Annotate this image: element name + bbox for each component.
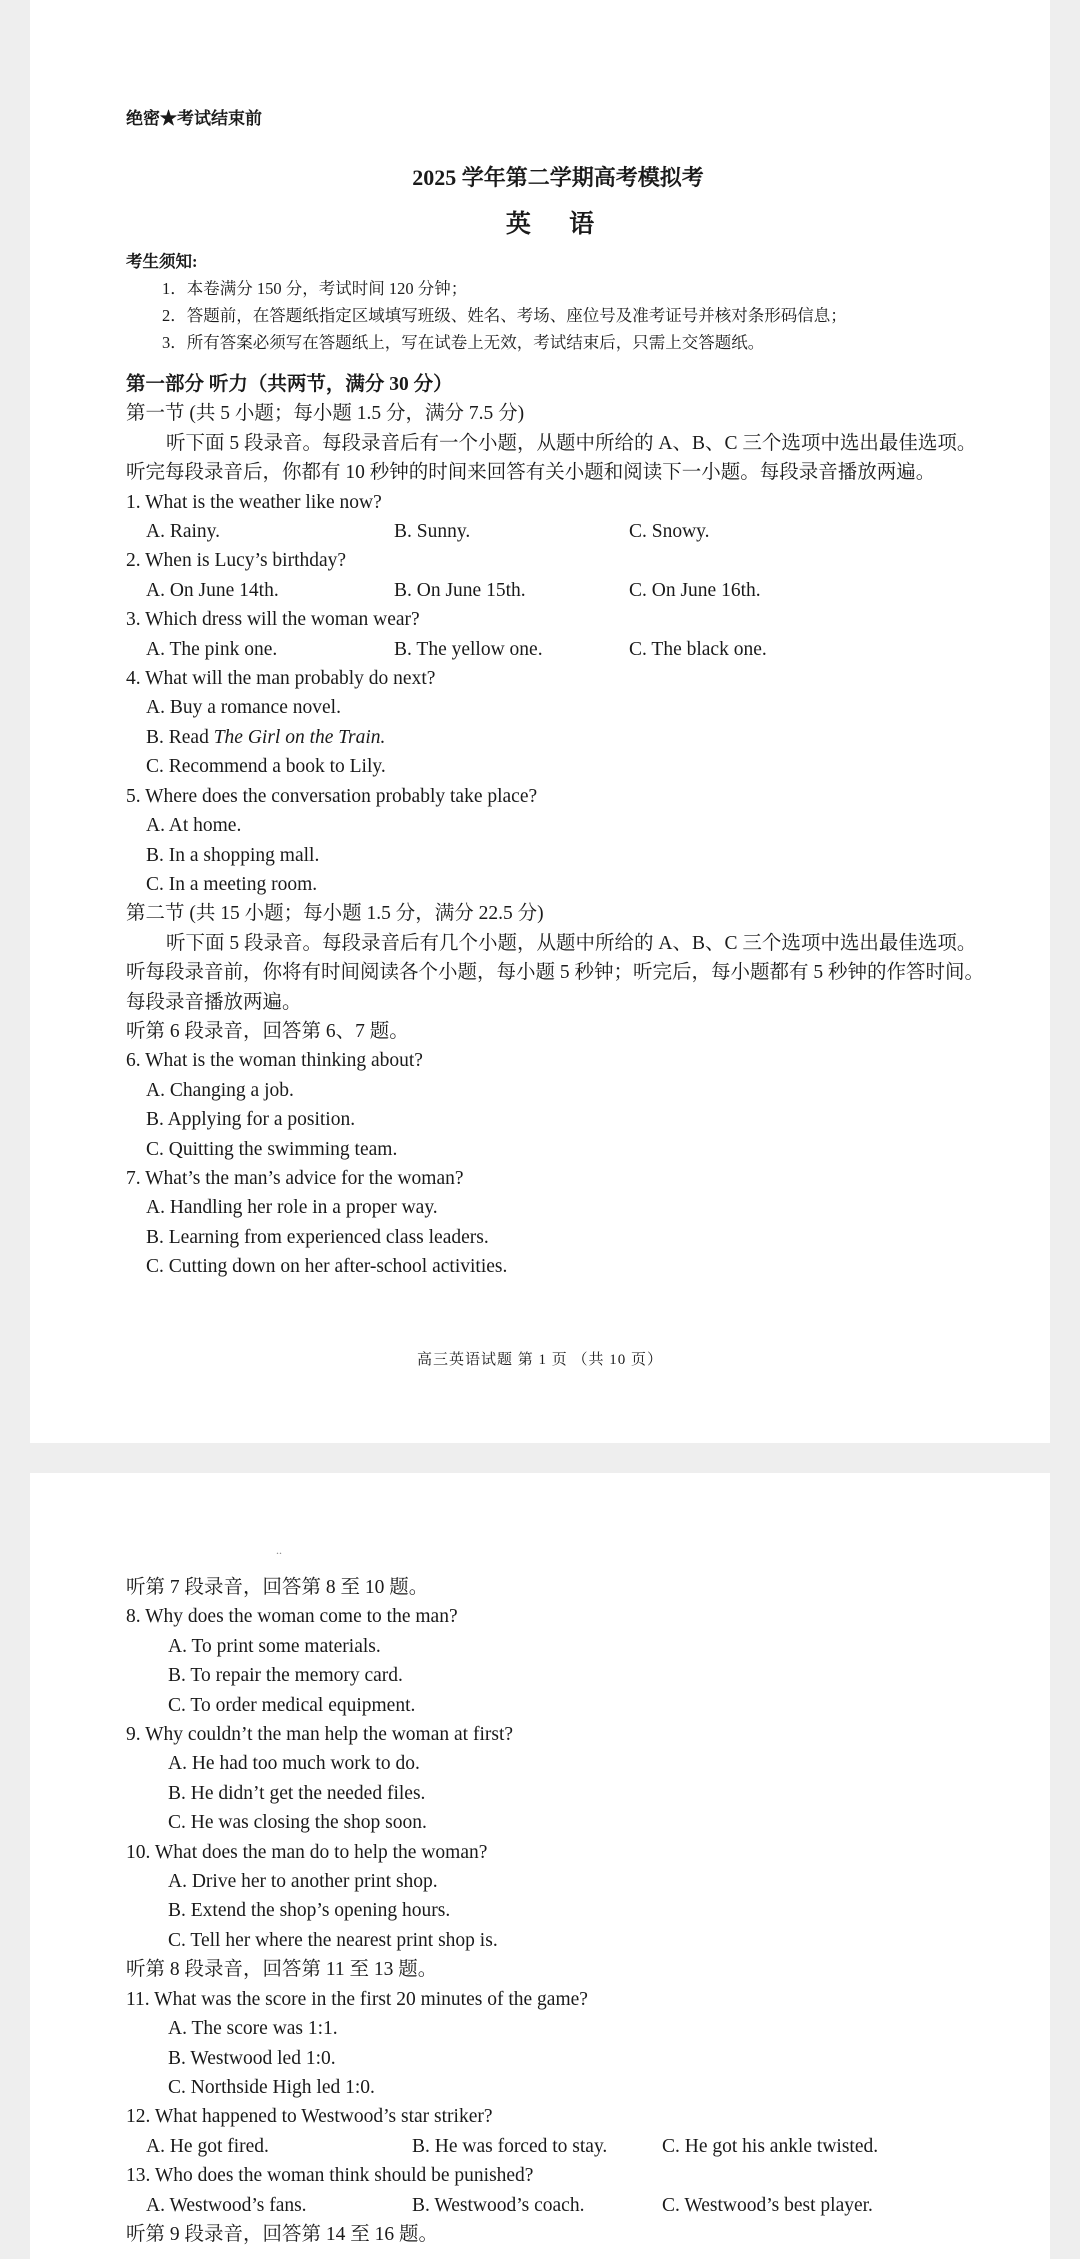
part1-title: 第一部分 听力（共两节，满分 30 分） <box>126 374 453 395</box>
option-b <box>126 723 990 752</box>
option-a: A. Buy a romance novel. <box>146 697 341 719</box>
question-6: 6. What is the woman thinking about? <box>126 1050 423 1072</box>
option-a: A. The pink one. <box>146 638 278 660</box>
section2-instructions: 听下面 5 段录音。每段录音后有几个小题，从题中所给的 A、B、C 三个选项中选出最佳选项。听每段录音前，你将有时间阅读各个小题，每小题 5 秒钟；听完后，每小题都有 5 秒钟的作答时间。每段录音播放两遍。 <box>126 932 985 1013</box>
listen-instruction-8: 听第 8 段录音，回答第 11 至 13 题。 <box>126 1959 438 1981</box>
question-1-options <box>126 517 990 546</box>
question-12-options <box>126 2132 990 2161</box>
option-c: C. The black one. <box>629 638 767 660</box>
question-2: 2. When is Lucy’s birthday? <box>126 550 347 572</box>
option-c: C. Cutting down on her after-school activities. <box>146 1256 508 1278</box>
question-10: 10. What does the man do to help the woman? <box>126 1841 488 1863</box>
notes-title: 考生须知: <box>126 252 198 271</box>
option-a: A. Rainy. <box>146 521 221 543</box>
option-c: C. Northside High led 1:0. <box>168 2076 375 2098</box>
question-11: 11. What was the score in the first 20 minutes of the game? <box>126 1988 588 2010</box>
note-item: 1．本卷满分 150 分，考试时间 120 分钟； <box>162 279 468 298</box>
section1-instructions: 听下面 5 段录音。每段录音后有一个小题，从题中所给的 A、B、C 三个选项中选出最佳选项。听完每段录音后，你都有 10 秒钟的时间来回答有关小题和阅读下一小题。每段录音播放两遍。 <box>126 432 977 484</box>
option-a: A. On June 14th. <box>146 579 279 601</box>
exam-page-2 <box>30 1473 1050 2259</box>
question-1: 1. What is the weather like now? <box>126 491 382 513</box>
question-2-options <box>126 576 990 605</box>
section1-title: 第一节 (共 5 小题；每小题 1.5 分，满分 7.5 分) <box>126 403 525 425</box>
option-b: B. Applying for a position. <box>146 1109 356 1131</box>
option-a: A. The score was 1:1. <box>168 2018 338 2040</box>
confidential-mark: 绝密★考试结束前 <box>126 109 262 128</box>
option-b: B. In a shopping mall. <box>146 844 320 866</box>
option-a: A. Westwood’s fans. <box>146 2194 307 2216</box>
book-title: The Girl on the Train. <box>213 726 386 748</box>
exam-page-1 <box>30 0 1050 1443</box>
option-c: C. Recommend a book to Lily. <box>146 756 386 778</box>
option-b: B. To repair the memory card. <box>168 1665 403 1687</box>
listen-instruction-6: 听第 6 段录音，回答第 6、7 题。 <box>126 1020 409 1042</box>
option-b: B. Learning from experienced class leaders. <box>146 1226 489 1248</box>
option-c: C. He got his ankle twisted. <box>662 2135 879 2157</box>
page-footer: 高三英语试题 第 1 页 （共 10 页） <box>416 1352 663 1368</box>
option-b: B. Sunny. <box>394 521 471 543</box>
option-c: C. In a meeting room. <box>146 873 318 895</box>
question-13: 13. Who does the woman think should be punished? <box>126 2165 534 2187</box>
option-c: C. Quitting the swimming team. <box>146 1138 398 1160</box>
option-a: A. Drive her to another print shop. <box>168 1871 438 1893</box>
question-4: 4. What will the man probably do next? <box>126 668 436 690</box>
question-9: 9. Why couldn’t the man help the woman at first? <box>126 1724 514 1746</box>
option-a: A. He had too much work to do. <box>168 1753 420 1775</box>
option-b: B. Westwood’s coach. <box>412 2194 585 2216</box>
section2-title: 第二节 (共 15 小题；每小题 1.5 分，满分 22.5 分) <box>126 903 544 925</box>
listen-instruction-7: 听第 7 段录音，回答第 8 至 10 题。 <box>126 1577 429 1598</box>
page-2-content <box>126 1573 990 2249</box>
option-b: B. On June 15th. <box>394 579 526 601</box>
option-c: C. On June 16th. <box>629 579 761 601</box>
question-5: 5. Where does the conversation probably take place? <box>126 785 538 807</box>
option-b: B. Westwood led 1:0. <box>168 2047 336 2069</box>
note-item: 3．所有答案必须写在答题纸上，写在试卷上无效，考试结束后，只需上交答题纸。 <box>162 333 765 352</box>
question-12: 12. What happened to Westwood’s star striker? <box>126 2106 493 2128</box>
exam-title: 2025 学年第二学期高考模拟考 <box>412 165 704 190</box>
option-c: C. To order medical equipment. <box>168 1694 416 1716</box>
option-b: B. Extend the shop’s opening hours. <box>168 1900 451 1922</box>
question-3: 3. Which dress will the woman wear? <box>126 609 420 631</box>
option-c: C. He was closing the shop soon. <box>168 1812 427 1834</box>
option-b: B. The yellow one. <box>394 638 543 660</box>
note-item: 2．答题前，在答题纸指定区域填写班级、姓名、考场、座位号及准考证号并核对条形码信息； <box>162 306 847 325</box>
question-7: 7. What’s the man’s advice for the woman? <box>126 1167 464 1189</box>
option-c: C. Tell her where the nearest print shop is. <box>168 1929 498 1951</box>
option-b: B. He didn’t get the needed files. <box>168 1782 426 1804</box>
option-c: C. Westwood’s best player. <box>662 2194 873 2216</box>
option-a: A. To print some materials. <box>168 1635 381 1657</box>
question-8: 8. Why does the woman come to the man? <box>126 1606 458 1628</box>
option-c: C. Snowy. <box>629 521 710 543</box>
page-1-content <box>126 102 990 1282</box>
question-3-options <box>126 635 990 664</box>
option-a: A. Handling her role in a proper way. <box>146 1197 438 1219</box>
listen-instruction-9: 听第 9 段录音，回答第 14 至 16 题。 <box>126 2223 439 2245</box>
option-a: A. He got fired. <box>146 2135 269 2157</box>
question-13-options <box>126 2191 990 2220</box>
subject-title: 英 语 <box>505 211 611 238</box>
option-b: B. He was forced to stay. <box>412 2135 608 2157</box>
option-a: A. Changing a job. <box>146 1079 294 1101</box>
option-b-prefix: B. Read <box>146 726 214 748</box>
scan-dots: .. <box>276 1543 282 1557</box>
option-a: A. At home. <box>146 815 242 837</box>
